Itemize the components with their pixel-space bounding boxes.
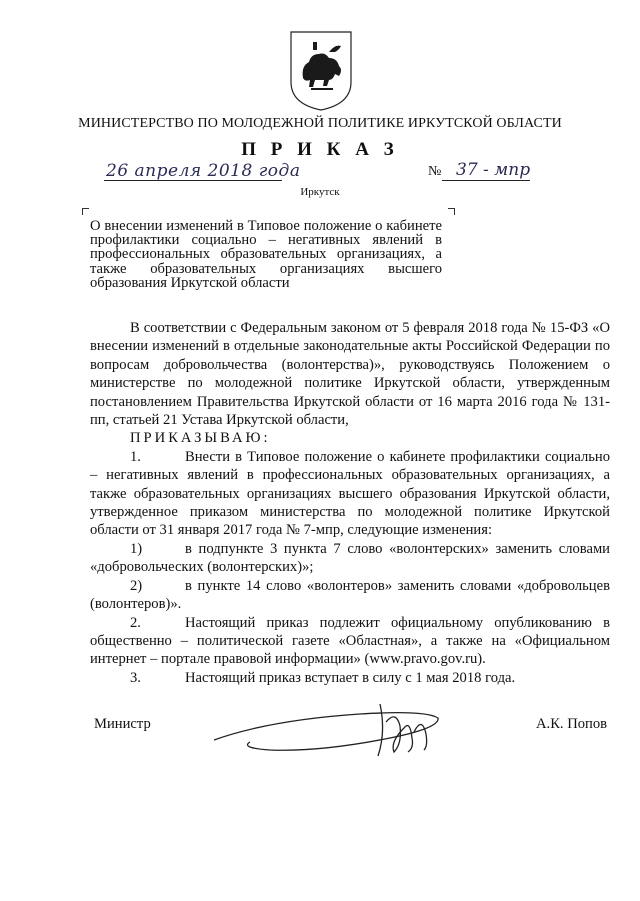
coat-of-arms-icon (289, 30, 353, 112)
preamble-paragraph: В соответствии с Федеральным законом от 5 февраля 2018 года № 15-ФЗ «О внесении изменений в отдельные законодательные акты Российской Федерации по вопросам добровольчества (волонтерства)», руководствуясь Положением о министерстве по молодежной политике Иркутской области, утвержденным постановлением Правительства Иркутской области от 16 марта 2016 года № 131-пп, статьей 21 Устава Иркутской области, (90, 320, 610, 429)
item-2 (90, 614, 610, 669)
order-subject: О внесении изменений в Типовое положение о кабинете профилактики социально – негативных явлений в профессиональных образовательных организациях, а также образовательных организациях высшего образования Иркутской области (90, 218, 442, 291)
subitem-2 (90, 577, 610, 614)
item-2-text: Настоящий приказ подлежит официальному опубликованию в общественно – политической газете «Областная», а также на «Официальном интернет – портале правовой информации» (www.pravo.gov.ru). (90, 614, 610, 668)
item-3 (90, 669, 610, 687)
date-underline (104, 180, 282, 181)
order-number: 37 - мпр (456, 160, 531, 180)
subitem-2-number: 2) (130, 577, 143, 594)
subitem-2-text: в пункте 14 слово «волонтеров» заменить словами «добровольцев (волонтеров)». (90, 577, 610, 613)
item-1-number: 1. (130, 448, 141, 465)
number-underline (442, 180, 530, 181)
ministry-name: МИНИСТЕРСТВО ПО МОЛОДЕЖНОЙ ПОЛИТИКЕ ИРКУТСКОЙ ОБЛАСТИ (78, 116, 562, 131)
item-3-number: 3. (130, 669, 141, 686)
signer-name: А.К. Попов (536, 716, 608, 732)
subitem-1-text: в подпункте 3 пункта 7 слово «волонтерских» заменить словами «добровольческих (волонтерских)»; (90, 540, 610, 576)
subitem-1-number: 1) (130, 540, 143, 557)
item-1-text: Внести в Типовое положение о кабинете профилактики социально – негативных явлений в профессиональных образовательных организациях, а также образовательных организациях высшего образования Иркутской области, утвержденное приказом министерства по молодежной политике Иркутской области от 31 января 2017 года № 7-мпр, следующие изменения: (90, 448, 610, 539)
order-date: 26 апреля 2018 года (106, 161, 301, 181)
signer-position: Министр (94, 716, 151, 732)
decree-word: ПРИКАЗЫВАЮ: (130, 430, 271, 447)
handwritten-signature-icon (210, 692, 445, 762)
number-sign: № (428, 164, 442, 179)
subject-corner-right (448, 208, 455, 215)
subject-corner-left (82, 208, 89, 215)
item-1 (90, 448, 610, 540)
document-type-title: П Р И К А З (241, 139, 399, 160)
subitem-1 (90, 540, 610, 577)
order-body (90, 319, 610, 687)
item-2-number: 2. (130, 614, 141, 631)
city-name: Иркутск (300, 186, 340, 198)
item-3-text: Настоящий приказ вступает в силу с 1 мая 2018 года. (185, 669, 516, 686)
